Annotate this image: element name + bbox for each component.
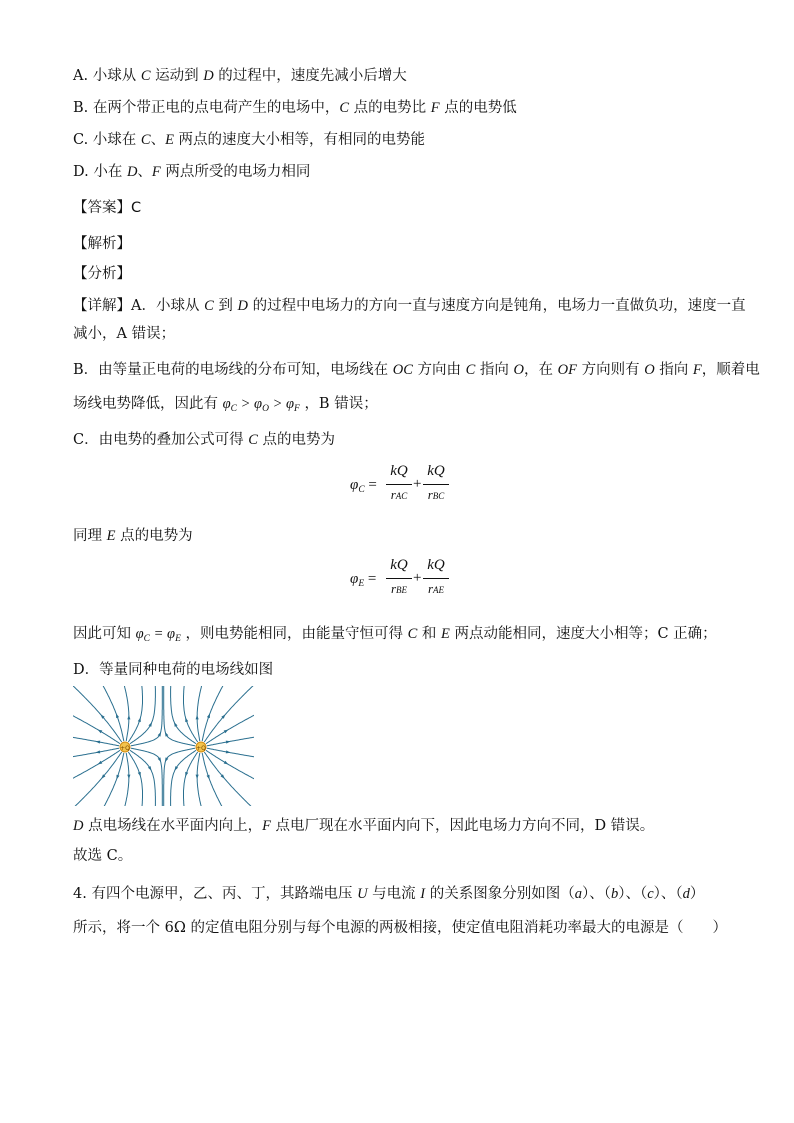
- analysis-heading: 【解析】: [73, 236, 131, 252]
- svg-text:+Q: +Q: [196, 745, 206, 752]
- detail-d-line1: D．等量同种电荷的电场线如图: [73, 662, 274, 678]
- field-arrow: [207, 713, 210, 718]
- answer: 【答案】C: [73, 200, 142, 216]
- formula-phi-c: $\varphi_C$ = kQ rAC + kQ rBC: [350, 463, 460, 513]
- field-line: [73, 736, 119, 746]
- option-d: D. 小在 D、F 两点所受的电场力相同: [73, 164, 311, 180]
- field-line: [164, 686, 195, 746]
- q4-line1: 4. 有四个电源甲，乙、丙、丁，其路端电压 U 与电流 I 的关系图象分别如图（a）、（b）、（c）、（d）: [73, 886, 705, 902]
- field-line: [99, 753, 124, 806]
- field-line: [184, 752, 198, 806]
- field-arrow: [116, 775, 119, 780]
- field-line: [128, 686, 142, 742]
- detail-d-line2: D 点电场线在水平面内向上，F 点电厂现在水平面内向下，因此电场力方向不同，D 错误。: [73, 818, 655, 834]
- field-arrow: [224, 729, 229, 733]
- field-line-figure: [73, 686, 254, 806]
- field-arrow: [196, 775, 199, 780]
- field-arrow: [174, 722, 178, 727]
- field-line: [98, 686, 124, 741]
- q4-line2: 所示，将一个 6Ω 的定值电阻分别与每个电源的两极相接，使定值电阻消耗功率最大的电源是（ ）: [73, 920, 727, 936]
- detail-c-conclusion: 因此可知 $\varphi_C = \varphi_E$ ，则电势能相同，由能量守恒可得 C 和 E 两点动能相同，速度大小相等；C 正确；: [73, 626, 717, 644]
- option-b: B. 在两个带正电的点电荷产生的电场中，C 点的电势比 F 点的电势低: [73, 100, 517, 116]
- field-arrow: [148, 722, 152, 727]
- field-line: [204, 752, 254, 806]
- field-line: [131, 748, 162, 806]
- detail-a-line2: 减小，A 错误；: [73, 326, 176, 342]
- field-arrow: [224, 761, 229, 765]
- field-arrow: [127, 715, 130, 720]
- field-arrow: [127, 775, 130, 780]
- field-arrow: [185, 772, 188, 777]
- field-arrow: [138, 772, 141, 777]
- field-line: [73, 752, 122, 806]
- field-line: [73, 686, 122, 742]
- field-line: [73, 748, 119, 758]
- svg-text:+Q: +Q: [120, 745, 130, 752]
- detail-c-same: 同理 E 点的电势为: [73, 528, 193, 544]
- fenxi-heading: 【分析】: [73, 266, 131, 282]
- field-line: [131, 686, 162, 746]
- field-arrow: [116, 713, 119, 718]
- field-arrow: [98, 761, 103, 765]
- choose-line: 故选 C。: [73, 848, 133, 864]
- field-arrow: [98, 729, 103, 733]
- field-line: [207, 735, 254, 745]
- field-arrow: [158, 732, 162, 737]
- field-arrow: [185, 717, 188, 722]
- field-arrow: [196, 715, 199, 720]
- math-inequality: $\varphi_C > \varphi_O > \varphi_F$: [222, 396, 300, 414]
- field-line: [202, 686, 228, 741]
- field-line: [184, 686, 198, 742]
- detail-b-line1: B．由等量正电荷的电场线的分布可知，电场线在 OC 方向由 C 指向 O，在 OF 方向则有 O 指向 F，顺着电: [73, 362, 760, 378]
- detail-b-line2: 场线电势降低，因此有 $\varphi_C > \varphi_O > \varphi_F$ ，B 错误；: [73, 396, 378, 414]
- field-arrow: [207, 775, 210, 780]
- detail-c-line1: C．由电势的叠加公式可得 C 点的电势为: [73, 432, 335, 448]
- field-line: [164, 748, 195, 806]
- field-arrow: [165, 732, 169, 737]
- field-arrow: [148, 766, 152, 771]
- field-line: [197, 686, 205, 741]
- field-arrow: [174, 766, 178, 771]
- formula-phi-e: $\varphi_E$ = kQ rBE + kQ rAE: [350, 557, 460, 607]
- field-line: [128, 752, 142, 806]
- field-line: [202, 753, 227, 806]
- field-line: [122, 753, 129, 806]
- option-c: C. 小球在 C、E 两点的速度大小相等，有相同的电势能: [73, 132, 426, 148]
- field-arrow: [165, 757, 169, 762]
- field-arrow: [158, 757, 162, 762]
- option-a: A. 小球从 C 运动到 D 的过程中，速度先减小后增大: [73, 68, 407, 84]
- field-arrow: [138, 717, 141, 722]
- detail-a-line1: 【详解】A．小球从 C 到 D 的过程中电场力的方向一直与速度方向是钝角，电场力一直做负功，速度一直: [73, 298, 746, 314]
- field-line: [197, 753, 204, 806]
- field-line: [121, 686, 128, 741]
- field-line: [207, 748, 254, 758]
- field-line: [204, 686, 254, 742]
